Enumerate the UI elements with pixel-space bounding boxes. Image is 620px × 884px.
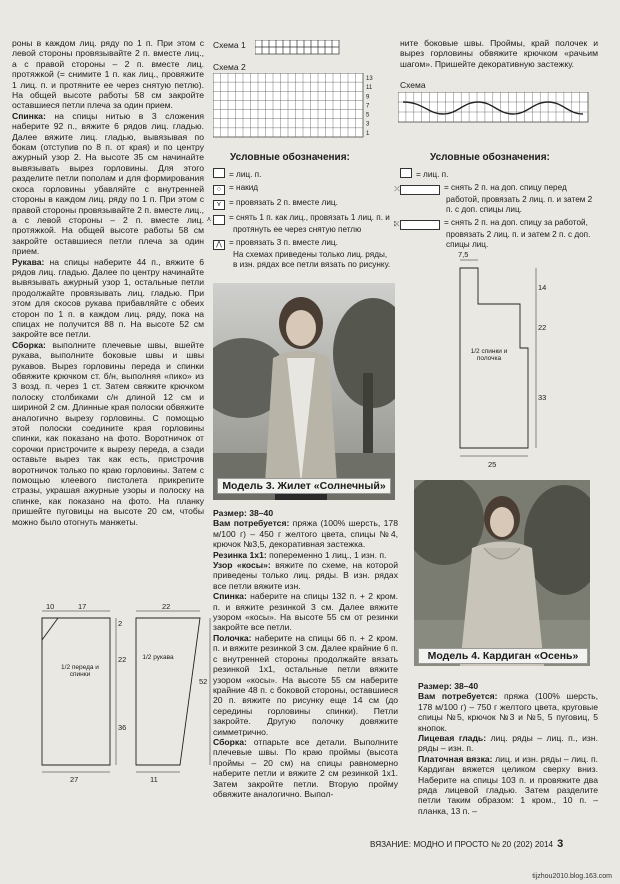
knit-stitch-icon [213, 168, 225, 178]
model-3-photo-illustration [213, 283, 395, 500]
scheme-3-title: Схема [400, 80, 426, 90]
paragraph-front-neck: роны в каждом лиц. ряду по 1 п. При этом с левой стороны провязывайте 2 п. вместе лиц., а с правой стороны – 2 п. вместе лиц. протяжкой (= снимите 1 п. как лиц., провяжите 1 лиц. п. и протяните ее через снятую петлю). На общей высоте работы 58 см закройте оставшиеся петли плеча за один прием. [12, 38, 204, 111]
dim-52: 52 [199, 677, 208, 686]
heading-back: Спинка: [12, 110, 46, 121]
top-right-text: ните боковые швы. Проймы, край полочек и вырез горловины обвяжите крючком «рачьим шагом». Пришейте декоративную застежку. [400, 38, 598, 69]
row-number: 1 [366, 130, 370, 137]
scheme-3-grid [398, 92, 598, 130]
row-number: 9 [366, 94, 370, 101]
dim-22: 22 [118, 655, 127, 664]
legend-1-list [206, 168, 393, 270]
dim-17: 17 [78, 602, 87, 611]
model-4-text: Размер: 38–40 Вам потребуется: пряжа (100% шерсть, 178 м/100 г) – 750 г желтого цвета, круговые спицы №5, крючок №3 и №5, 5 пуговиц, 5 кнопок. Лицевая гладь: лиц. ряды – лиц. п., изн. ряды – изн. п. Платочная вязка: лиц. и изн. ряды – лиц. п. Кардиган вяжется целиком сверху вниз. Наберите на спицы 103 п. и провяжите два ряда лицевой гладью. Затем разделите петли таким образом: 1 кром., 10 п. – планка, 13 п. – [418, 681, 598, 816]
dim-22-vest: 22 [538, 323, 547, 332]
scheme-1-title: Схема 1 [213, 40, 246, 50]
legend2-item-cable-front: ⤫ = снять 2 п. на доп. спицу перед работой, провязать 2 лиц. п. и затем 2 п. с доп. спицы лиц. [394, 183, 593, 214]
scheme-2-title: Схема 2 [213, 62, 246, 72]
model-3-text: Размер: 38–40 Вам потребуется: пряжа (100% шерсть, 178 м/100 г) – 450 г желтого цвета, спицы №4, крючок №3,5, декоративная застежка. Резинка 1х1: попеременно 1 лиц., 1 изн. п. Узор «косы»: вяжите по схеме, на которой приведены только лиц. ряды. В изн. рядах все петли вяжите изн. Спинка: наберите на спицы 132 п. + 2 кром. п. и вяжите резинкой 3 см. Далее вяжите узором «косы». На высоте 55 см от резинки закройте все петли. Полочка: наберите на спицы 66 п. + 2 кром. п. и вяжите резинкой 3 см. Далее крайние 6 п. с внутренней стороны продолжайте вязать резинкой 1х1, остальные петли вяжите узором «косы». На высоте 55 см наберите крайние 48 п. с боковой стороны, оставшиеся 20 п. вяжите по рисунку еще 14 см (до середины горловины спинки). Петли закройте. Другую полочку довяжите симметрично. Сборка: отпарьте все детали. Выполните плечевые швы. По краю проймы (высота проймы – 20 см) на спицы равномерно наберите петли и вяжите 2 см резинкой 1х1. Затем закройте петли. Вторую пройму обвяжите аналогично. Выпол- [213, 508, 398, 799]
scheme-1-grid [255, 40, 345, 58]
dim-2: 2 [118, 619, 123, 628]
row-number: 13 [366, 76, 373, 82]
dim-11: 11 [150, 775, 158, 784]
legend-1-title: Условные обозначения: [230, 152, 350, 163]
dim-33: 33 [538, 393, 547, 402]
legend-2-list [394, 168, 600, 250]
dim-25: 25 [488, 460, 497, 469]
dim-14: 14 [538, 283, 547, 292]
legend-item-k3tog: ⋀ = провязать 3 п. вместе лиц. [213, 238, 393, 250]
legend-item-yarnover: ○ = накид [213, 183, 393, 195]
dim-27: 27 [70, 775, 79, 784]
paragraph-assembly: выполните плечевые швы, вшейте рукава, выполните боковые швы и швы рукавов. Вырез горловины переда и спинки обвяжите крючком ст. б/н, выполняя «пико» из 3 возд. п. через 1 ст. Затем свяжите крючком полоску столбиками с/н длиной 12 см и шириной 2 см. Длинные края полоски обвяжите аналогично вырезу горловины. С помощью этой полоски соедините края горловины спинки, как показано на фото. Воротничок от сорочки пристрочите к вырезу переда, а сзади оставьте вырез так как есть, пристрочив воротничок только по краю горловины. Затем с помощью клеевого пистолета прикрепите стразы, украшая ажурные узоры и полоску на спинке, как показано на фото. На планку пришейте пуговицы на высоте 20 см, чтобы можно было отогнуть манжеты. [12, 339, 204, 527]
legend-2-title: Условные обозначения: [430, 152, 550, 163]
pattern-1-label: 1/2 переда и спинки [61, 664, 99, 678]
row-number: 11 [366, 85, 373, 92]
paragraph-back: на спицы нитью в 3 сложения наберите 92 п., вяжите 6 рядов лиц. гладью. Далее вяжите лиц. гладью, вывязывая по бокам (отступив по 8 п. от края) и по центру ажурный узор 2. На высоте 35 см начинайте вывязывать вырез горловины. Для этого разделите петли пополам и для формирования скоса горловины убавляйте с внутренней стороны в каждом лиц. ряду по 1 п. При этом с правой стороны провязывайте 2 п. вместе лиц., а с левой стороны – 2 п. вместе лиц. протяжкой. На общей высоте работы 58 см закройте оставшиеся петли плеча за один прием. [12, 110, 204, 257]
legend2-item-cable-back: ⤪ = снять 2 п. на доп. спицу за работой, провязать 2 лиц. п. и затем 2 п. с доп. спицы лиц. [394, 218, 591, 249]
k2tog-icon: ⋎ [213, 200, 225, 210]
scheme-2-grid [213, 73, 378, 143]
dim-10: 10 [46, 602, 55, 611]
row-number: 3 [366, 121, 370, 128]
dim-36: 36 [118, 723, 127, 732]
legend-1-note: На схемах приведены только лиц. ряды, в изн. рядах все петли вязать по рисунку. [233, 250, 391, 269]
k3tog-icon: ⋀ [213, 240, 225, 250]
model-3-size: Размер: 38–40 [213, 508, 274, 518]
left-text-column [12, 38, 204, 527]
ssk-icon: ⋏ [213, 215, 225, 225]
knit-stitch-icon [400, 168, 412, 178]
yarn-over-icon: ○ [213, 185, 225, 195]
legend-item-k2tog: ⋎ = провязать 2 п. вместе лиц. [213, 198, 393, 210]
page-number: 3 [557, 838, 564, 850]
pattern-sleeve [128, 600, 220, 785]
pattern-2-label: 1/2 рукава [142, 654, 174, 661]
row-number: 5 [366, 112, 370, 119]
cable-front-icon: ⤫ [400, 185, 440, 195]
model-4-size: Размер: 38–40 [418, 681, 479, 691]
watermark: tijzhou2010.blog.163.com [532, 873, 612, 880]
paragraph-sleeves: на спицы наберите 44 п., вяжите 6 рядов лиц. гладью. Далее по центру начинайте вывязывать ажурный узор 1, остальные петли продолжайте провязывать лиц. гладью. При этом для скосов рукава прибавляйте с обеих сторон по 1 п. в каждом лиц. ряду, пока на спицах не получится 88 п. На высоте 52 см закройте все петли. [12, 256, 204, 340]
photo-model-3 [213, 283, 395, 500]
model-3-caption: Модель 3. Жилет «Солнечный» [217, 478, 391, 494]
heading-sleeves: Рукава: [12, 256, 45, 267]
pattern-3-label: 1/2 спинки и полочка [470, 348, 508, 362]
pattern-vest [448, 248, 558, 473]
legend-item-knit: = лиц. п. [213, 168, 393, 180]
row-number: 7 [366, 103, 370, 110]
page-footer [370, 838, 563, 850]
heading-assembly: Сборка: [12, 339, 46, 350]
dim-7-5: 7,5 [458, 250, 469, 259]
model-4-caption: Модель 4. Кардиган «Осень» [418, 648, 588, 664]
legend2-item-knit: = лиц. п. [400, 168, 600, 180]
cable-back-icon: ⤪ [400, 220, 440, 230]
dim-22-sleeve: 22 [162, 602, 171, 611]
model-4-photo-illustration [414, 480, 590, 666]
pattern-front-back [12, 600, 137, 785]
photo-model-4 [414, 480, 590, 666]
magazine-title: ВЯЗАНИЕ: МОДНО И ПРОСТО № 20 (202) 2014 [370, 840, 554, 849]
legend-item-ssk: ⋏ = снять 1 п. как лиц., провязать 1 лиц. п. и протянуть ее через снятую петлю [206, 213, 390, 234]
